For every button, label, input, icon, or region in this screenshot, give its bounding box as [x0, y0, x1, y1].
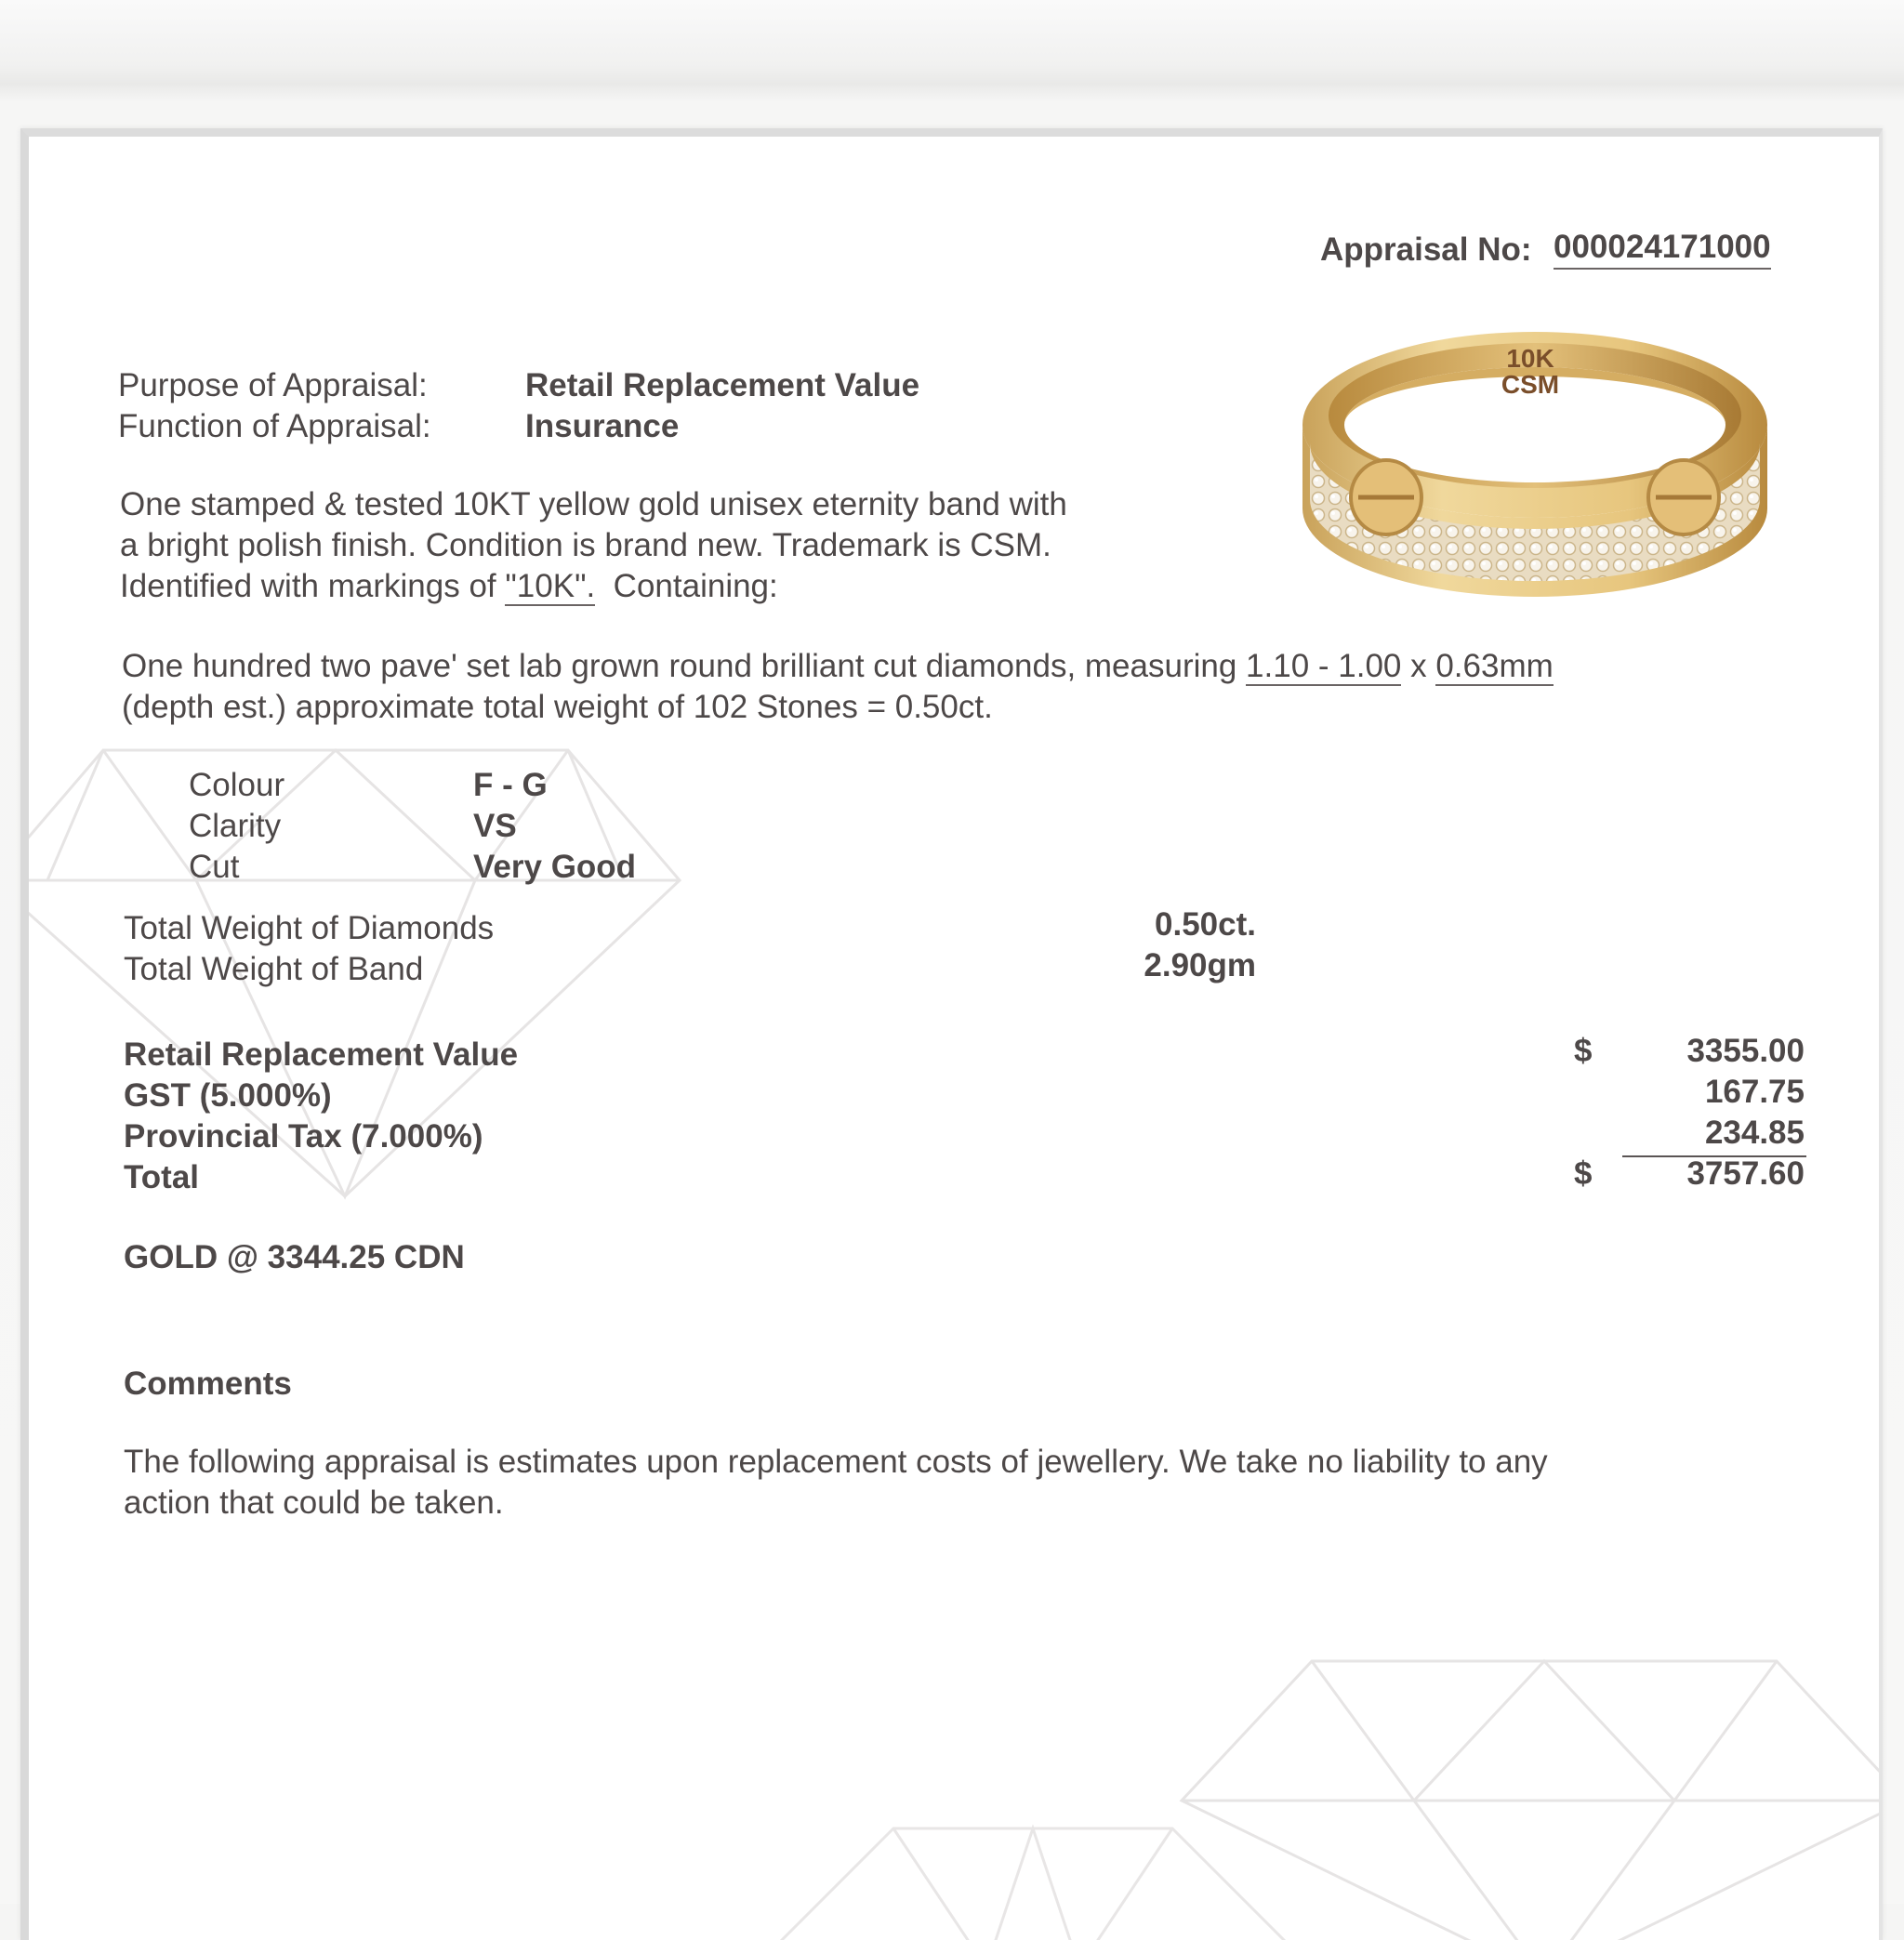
description-line-3-prefix: Identified with markings of: [120, 568, 506, 604]
comments-line-1: The following appraisal is estimates upon replacement costs of jewellery. We take no liability to any: [124, 1444, 1548, 1480]
currency-symbol-total: $: [1574, 1155, 1593, 1192]
measurement-depth: 0.63mm: [1435, 648, 1554, 684]
function-label: Function of Appraisal:: [118, 408, 431, 444]
weight-diamonds-value: 0.50ct.: [1155, 906, 1256, 943]
appraisal-number-value: 000024171000: [1554, 227, 1771, 270]
stones-line-2: (depth est.) approximate total weight of 102 Stones = 0.50ct.: [122, 689, 993, 725]
grading-cut-label: Cut: [189, 849, 240, 885]
grading-clarity-label: Clarity: [189, 808, 282, 844]
valuation-retail-amount: 3355.00: [1686, 1033, 1805, 1069]
ring-photo: [1293, 323, 1777, 601]
weight-diamonds-label: Total Weight of Diamonds: [124, 910, 495, 946]
description-line-3-suffix: Containing:: [595, 568, 778, 604]
purpose-label: Purpose of Appraisal:: [118, 367, 428, 403]
grading-clarity-value: VS: [473, 808, 517, 844]
comments-heading: Comments: [124, 1366, 292, 1402]
function-value: Insurance: [525, 408, 680, 444]
grading-cut-value: Very Good: [473, 849, 637, 885]
weight-band-label: Total Weight of Band: [124, 951, 424, 987]
valuation-provincial-tax-amount: 234.85: [1704, 1115, 1805, 1151]
measurement-diameter: 1.10 - 1.00: [1246, 648, 1402, 684]
valuation-provincial-tax-label: Provincial Tax (7.000%): [124, 1118, 483, 1155]
diamond-watermark-bottom-icon: [754, 1782, 1312, 1940]
ring-engraving-line1: 10K: [1506, 344, 1554, 373]
gold-price: GOLD @ 3344.25 CDN: [124, 1239, 465, 1275]
stones-line-1: [122, 646, 1554, 687]
diamond-watermark-bottom-right-icon: [1172, 1643, 1883, 1940]
grading-colour-value: F - G: [473, 767, 548, 803]
valuation-total-label: Total: [124, 1159, 200, 1195]
weight-band-value: 2.90gm: [1144, 947, 1256, 983]
comments-line-2: action that could be taken.: [124, 1485, 504, 1521]
ring-engraving-line2: CSM: [1501, 370, 1560, 399]
valuation-retail-label: Retail Replacement Value: [124, 1036, 519, 1073]
valuation-total-amount: 3757.60: [1686, 1155, 1805, 1192]
appraisal-certificate: [20, 128, 1883, 1940]
description-line-2: a bright polish finish. Condition is brand new. Trademark is CSM.: [120, 527, 1051, 563]
description-line-1: One stamped & tested 10KT yellow gold unisex eternity band with: [120, 486, 1067, 522]
appraisal-number-label: Appraisal No:: [1320, 231, 1532, 268]
marking-value: "10K".: [505, 568, 596, 604]
grading-colour-label: Colour: [189, 767, 285, 803]
measurement-separator: x: [1401, 648, 1436, 684]
valuation-gst-amount: 167.75: [1704, 1074, 1805, 1110]
stones-line-1-text: One hundred two pave' set lab grown round brilliant cut diamonds, measuring: [122, 648, 1247, 684]
description-line-3: [120, 566, 778, 607]
valuation-gst-label: GST (5.000%): [124, 1077, 332, 1114]
purpose-value: Retail Replacement Value: [525, 367, 920, 403]
currency-symbol-retail: $: [1574, 1033, 1593, 1069]
